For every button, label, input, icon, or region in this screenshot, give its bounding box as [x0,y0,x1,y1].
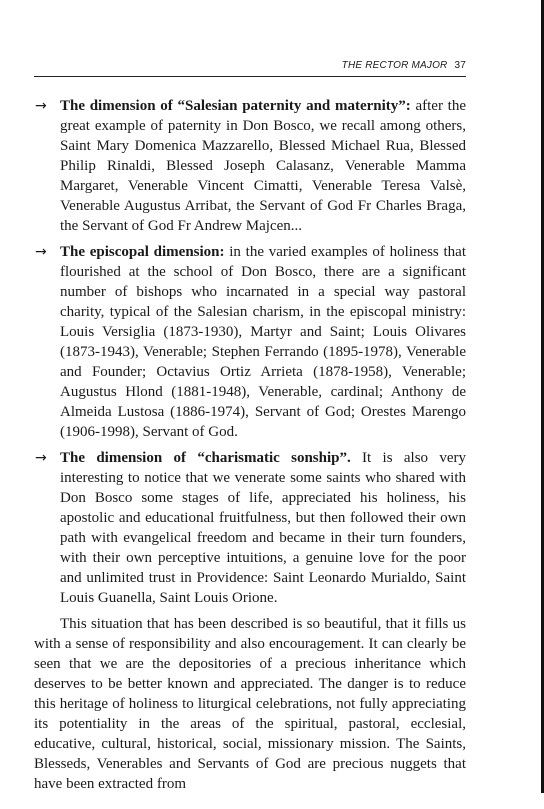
header-rule [34,76,466,77]
bullet-text: in the varied examples of holiness that flourished at the school of Don Bosco, there are a significant number of bishops who incarnated in a special way pastoral charity, typical of the Salesian charism, in the episcopal ministry: Louis Versiglia (1873-1930), Martyr and Saint; Louis Olivares (1873-1943), Venerable; Stephen Ferrando (1895-1978), Venerable and Founder; Octavius Ortiz Arrieta (1878-1958), Venerable; Augustus Hlond (1881-1948), Venerable, cardinal; Anthony de Almeida Lustosa (1886-1974), Servant of God; Orestes Marengo (1906-1998), Servant of God. [60,244,466,440]
bullet-text: after the great example of paternity in Don Bosco, we recall among others, Saint Mary Domenica Mazzarello, Blessed Michael Rua, Blessed Philip Rinaldi, Blessed Joseph Calasanz, Venerable Mamma Margaret, Venerable Vincent Cimatti, Venerable Teresa Valsè, Venerable Augustus Arribat, the Servant of God Fr Charles Braga, the Servant of God Fr Andrew Majcen... [60,98,466,234]
running-header [34,60,466,71]
section-title: THE RECTOR MAJOR [341,60,448,71]
page-number: 37 [454,60,466,71]
body-paragraph: This situation that has been described is so beautiful, that it fills us with a sense of responsibility and also encouragement. It can clearly be seen that we are the depositories of a precious inheritance which deserves to be better known and appreciated. The danger is to reduce this heritage of holiness to liturgical celebrations, not fully appreciating its potentiality in the areas of the spiritual, pastoral, ecclesial, educative, cultural, historical, social, missionary mission. The Saints, Blesseds, Venerables and Servants of God are precious nuggets that have been extracted from [34,616,466,792]
bullet-text: It is also very interesting to notice that we venerate some saints who shared with Don Bosco some stages of life, appreciated his holiness, his apostolic and educational fruitfulness, but then followed their own path with evangelical freedom and became in their turn founders, with their own perceptive intuitions, a genuine love for the poor and unlimited trust in Providence: Saint Leonardo Murialdo, Saint Louis Guanella, Saint Louis Orione. [60,450,466,606]
bullet-lead: The episcopal dimension: [60,244,225,260]
bullet-paternity [34,96,466,236]
body-text [34,96,466,809]
arrow-bullet-icon: → [35,450,47,466]
arrow-bullet-icon: → [35,244,47,260]
bullet-lead: The dimension of “Salesian paternity and maternity”: [60,98,411,114]
arrow-bullet-icon: → [35,98,47,114]
bullet-lead: The dimension of “charismatic sonship”. [60,450,351,466]
bullet-episcopal [34,242,466,442]
bullet-sonship [34,448,466,608]
